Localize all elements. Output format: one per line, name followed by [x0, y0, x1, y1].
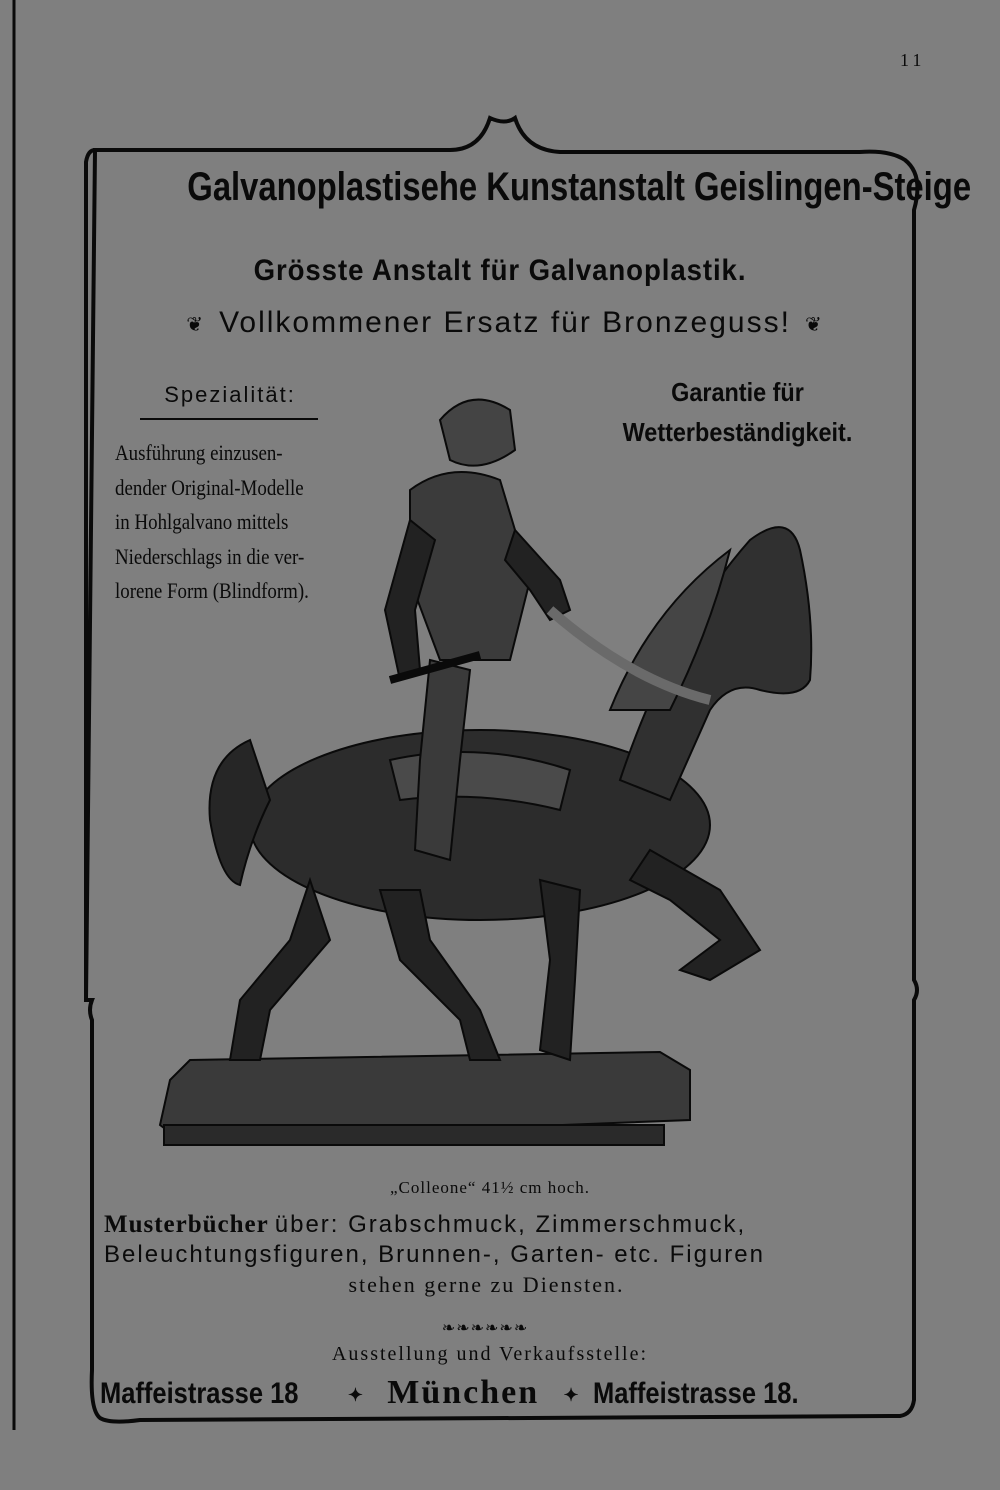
street-left: Maffeistrasse 18	[100, 1377, 299, 1410]
pattern-books-line-1: über: Grabschmuck, Zimmerschmuck,	[274, 1211, 747, 1238]
horse-leg-front-left	[540, 880, 580, 1060]
street-right: Maffeistrasse 18.	[592, 1377, 799, 1410]
guarantee-line-1: Garantie für	[671, 377, 804, 407]
leaf-ornament-icon: ❦	[804, 313, 824, 336]
tagline	[115, 306, 895, 340]
tagline-text: Vollkommener Ersatz für Bronzeguss!	[219, 306, 791, 339]
specialty-heading: Spezialität:	[164, 382, 296, 407]
city: München	[387, 1374, 540, 1411]
star-icon: ✦	[347, 1384, 363, 1405]
horse-tail	[210, 740, 271, 885]
horse-leg-rear-left	[230, 880, 330, 1060]
specialty-line: Ausführung einzusen-	[115, 440, 283, 465]
horse-leg-front-raised	[630, 850, 760, 980]
exhibition-heading: Ausstellung und Verkaufsstelle:	[331, 1343, 649, 1365]
leaf-ornament-icon: ❦	[186, 313, 206, 336]
subtitle: Grösste Anstalt für Galvanoplastik.	[253, 254, 747, 287]
equestrian-statue-image	[150, 380, 840, 1150]
rider-helmet	[440, 400, 515, 466]
statue-caption: „Colleone“ 41½ cm hoch.	[389, 1178, 591, 1197]
pattern-books-line-2: Beleuchtungsfiguren, Brunnen-, Garten- etc. Figuren	[104, 1241, 765, 1268]
star-icon: ✦	[563, 1384, 579, 1405]
specialty-line: in Hohlgalvano mittels	[115, 509, 289, 534]
pedestal-base	[164, 1125, 664, 1145]
pattern-books-lead: Musterbücher	[104, 1211, 269, 1238]
pattern-books-line-3: stehen gerne zu Diensten.	[348, 1272, 625, 1297]
address-line	[100, 1374, 880, 1412]
ornament-row: ❧❧❧❧❧❧	[441, 1320, 529, 1337]
page-title: Galvanoplastisehe Kunstanstalt Geislingen-Steige	[187, 165, 972, 209]
pattern-books-text	[104, 1210, 869, 1300]
guarantee-line-2: Wetterbeständigkeit.	[622, 417, 853, 447]
specialty-line: dender Original-Modelle	[115, 474, 304, 500]
page-number: 11	[900, 50, 926, 70]
specialty-line: lorene Form (Blindform).	[115, 578, 309, 603]
specialty-line: Niederschlags in die ver-	[115, 543, 305, 569]
